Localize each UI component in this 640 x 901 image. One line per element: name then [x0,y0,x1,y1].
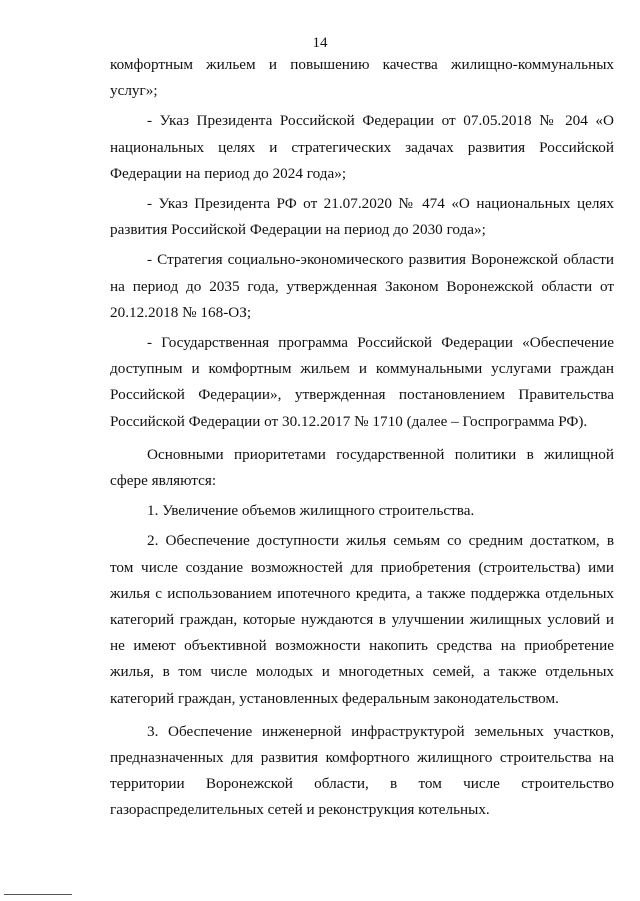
paragraph-decree-474: - Указ Президента РФ от 21.07.2020 № 474 «О национальных целях развития Российской Федерации на период до 2030 года»; [110,195,614,239]
paragraph-priority-1: 1. Увеличение объемов жилищного строительства. [147,502,475,520]
document-body [110,52,614,824]
paragraph-decree-204: - Указ Президента Российской Федерации от 07.05.2018 № 204 «О национальных целях и стратегических задачах развития Российской Федерации на период до 2024 года»; [110,112,614,182]
paragraph-regional-strategy: - Стратегия социально-экономического развития Воронежской области на период до 2035 года, утвержденная Законом Воронежской области от 20.12.2018 № 168-ОЗ; [110,251,614,321]
footer-divider [4,894,72,895]
paragraph-priority-3: 3. Обеспечение инженерной инфраструктурой земельных участков, предназначенных для развития комфортного жилищного строительства на территории Воронежской области, в том числе строительство газораспределительных сетей и реконструкция котельных. [110,722,614,819]
page-number: 14 [312,35,328,51]
paragraph-state-program: - Государственная программа Российской Федерации «Обеспечение доступным и комфортным жильем и коммунальными услугами граждан Российской Федерации», утвержденная постановлением Правительства Российской Федерации от 30.12.2017 № 1710 (далее – Госпрограмма РФ). [110,334,614,430]
paragraph-continuation: комфортным жильем и повышению качества жилищно-коммунальных услуг»; [110,56,614,100]
paragraph-priority-2: 2. Обеспечение доступности жилья семьям со средним достатком, в том числе создание возможностей для приобретения (строительства) ими жилья с использованием ипотечного кредита, а также поддержка отдельных категорий граждан, которые нуждаются в улучшении жилищных условий и не имеют объективной возможности накопить средства на приобретение жилья, в том числе молодых и многодетных семей, а также отдельных категорий граждан, установленных федеральным законодательством. [110,532,614,707]
paragraph-priorities-intro: Основными приоритетами государственной политики в жилищной сфере являются: [110,445,614,490]
